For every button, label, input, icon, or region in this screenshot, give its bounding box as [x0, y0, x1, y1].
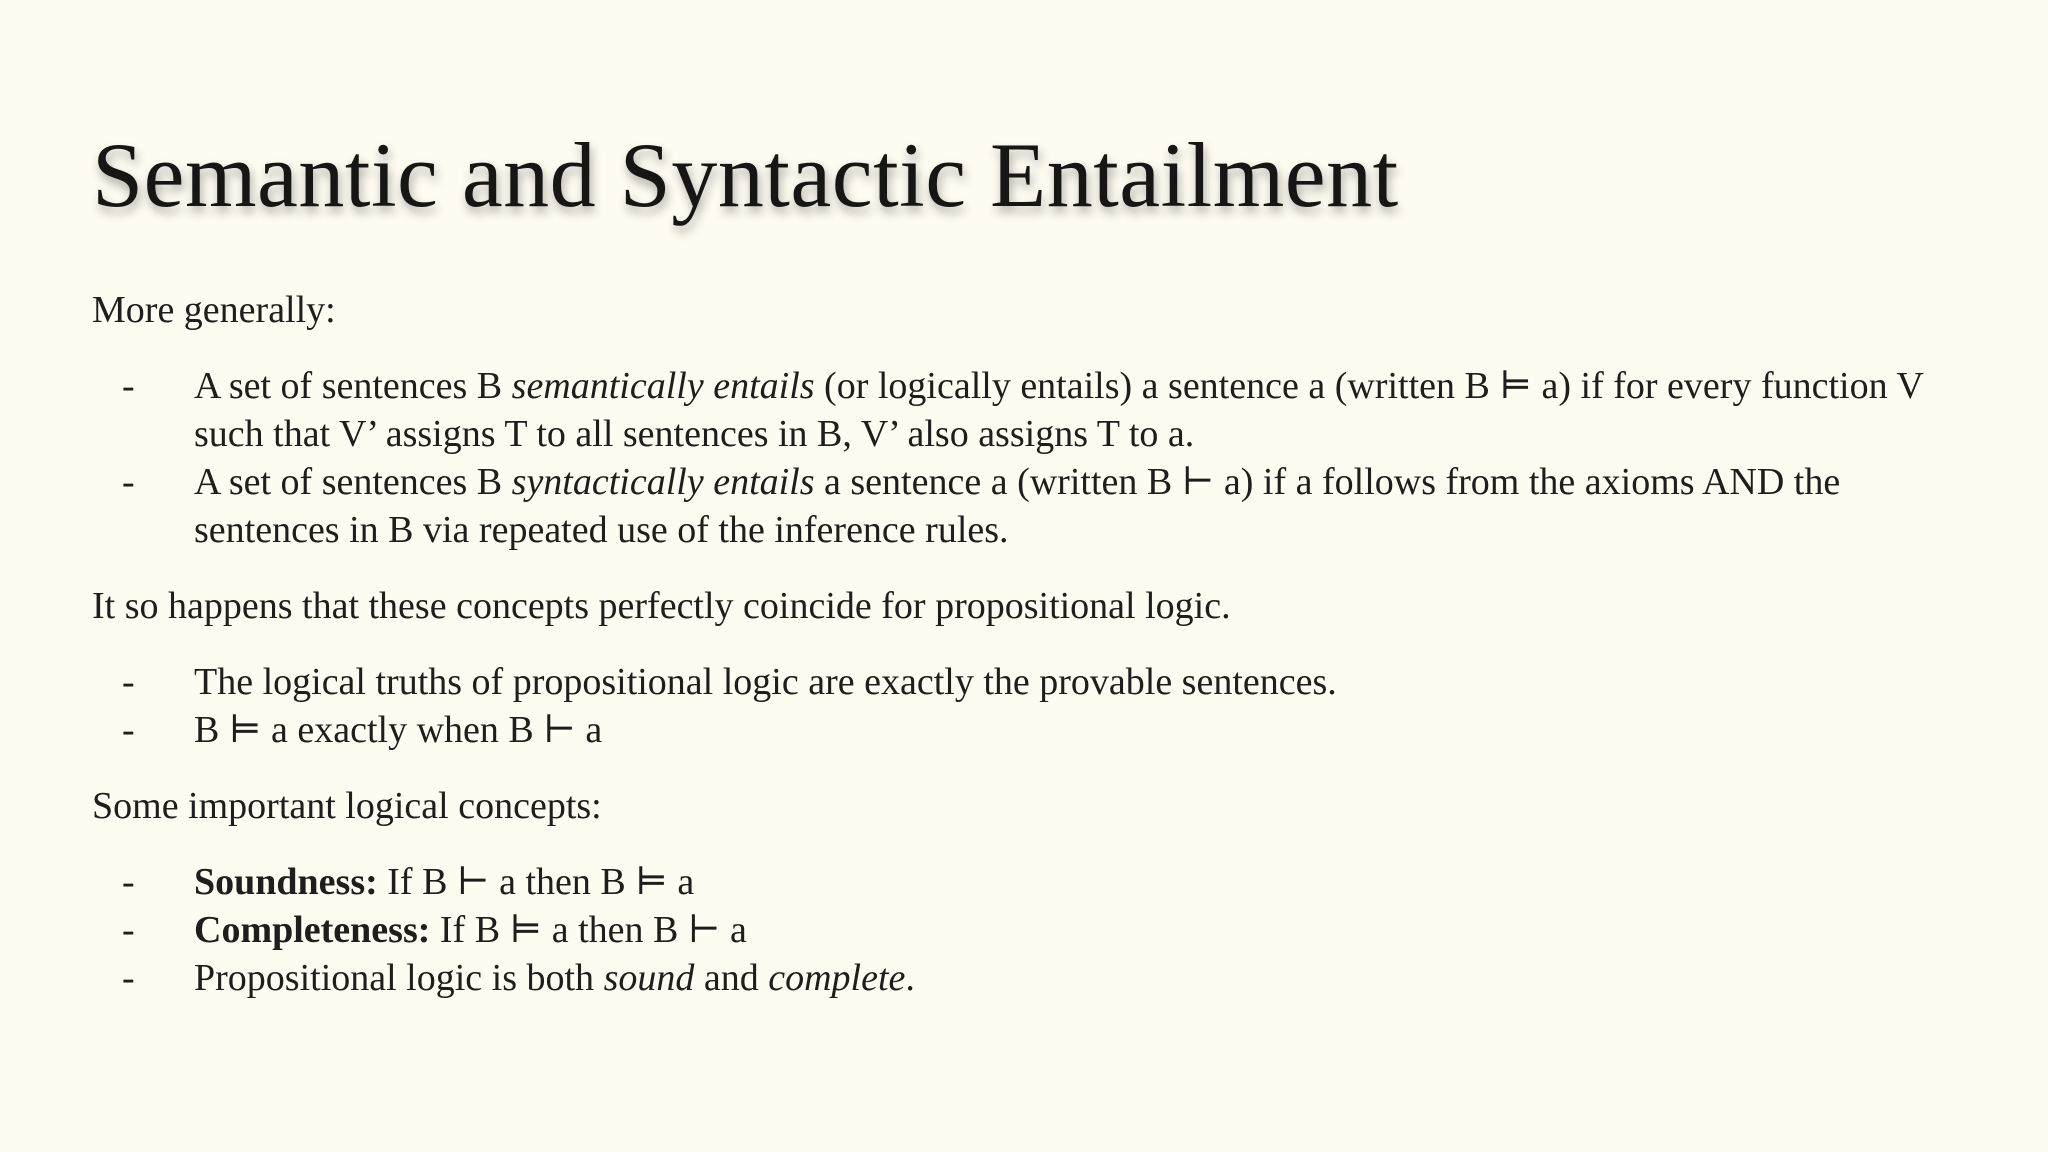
bullet-marker: - [122, 661, 135, 703]
bullet-list [92, 658, 1992, 754]
bullet-text: B ⊨ a exactly when B ⊢ a [194, 709, 603, 751]
bullet-text: A set of sentences B [194, 365, 512, 407]
slide-body [92, 286, 1992, 1030]
bullet-item [92, 658, 1992, 706]
bullet-text: Propositional logic is both [194, 957, 604, 999]
bullet-marker: - [122, 957, 135, 999]
bullet-text: and [694, 957, 769, 999]
slide-title: Semantic and Syntactic Entailment [92, 124, 1399, 226]
bullet-item [92, 362, 1992, 458]
concept-term: Soundness: [194, 861, 378, 903]
bullet-text: (or logically entails) a sentence a (written B ⊨ a) if for every function V such that V’ assigns T to all sentences in B, V’ also assigns T to a. [194, 365, 1924, 455]
bullet-marker: - [122, 861, 135, 903]
bullet-marker: - [122, 365, 135, 407]
bullet-text: The logical truths of propositional logic are exactly the provable sentences. [194, 661, 1337, 703]
bullet-item [92, 954, 1992, 1002]
emphasis-term: complete [768, 957, 906, 999]
bullet-marker: - [122, 461, 135, 503]
bullet-marker: - [122, 909, 135, 951]
bullet-text: If B ⊨ a then B ⊢ a [430, 909, 747, 951]
bullet-text: . [905, 957, 915, 999]
concept-term: Completeness: [194, 909, 431, 951]
section-intro: Some important logical concepts: [92, 785, 602, 827]
bullet-text: a sentence a (written B ⊢ a) if a follows from the axioms AND the sentences in B via repeated use of the inference rules. [194, 461, 1841, 551]
emphasis-term: semantically entails [511, 365, 815, 407]
bullet-list [92, 858, 1992, 1002]
bullet-item [92, 858, 1992, 906]
bullet-marker: - [122, 709, 135, 751]
section-intro: It so happens that these concepts perfectly coincide for propositional logic. [92, 585, 1231, 627]
emphasis-term: sound [603, 957, 695, 999]
section-intro: More generally: [92, 289, 336, 331]
emphasis-term: syntactically entails [511, 461, 815, 503]
bullet-item [92, 706, 1992, 754]
bullet-item [92, 906, 1992, 954]
bullet-list [92, 362, 1992, 554]
bullet-item [92, 458, 1992, 554]
bullet-text: If B ⊢ a then B ⊨ a [377, 861, 695, 903]
bullet-text: A set of sentences B [194, 461, 512, 503]
